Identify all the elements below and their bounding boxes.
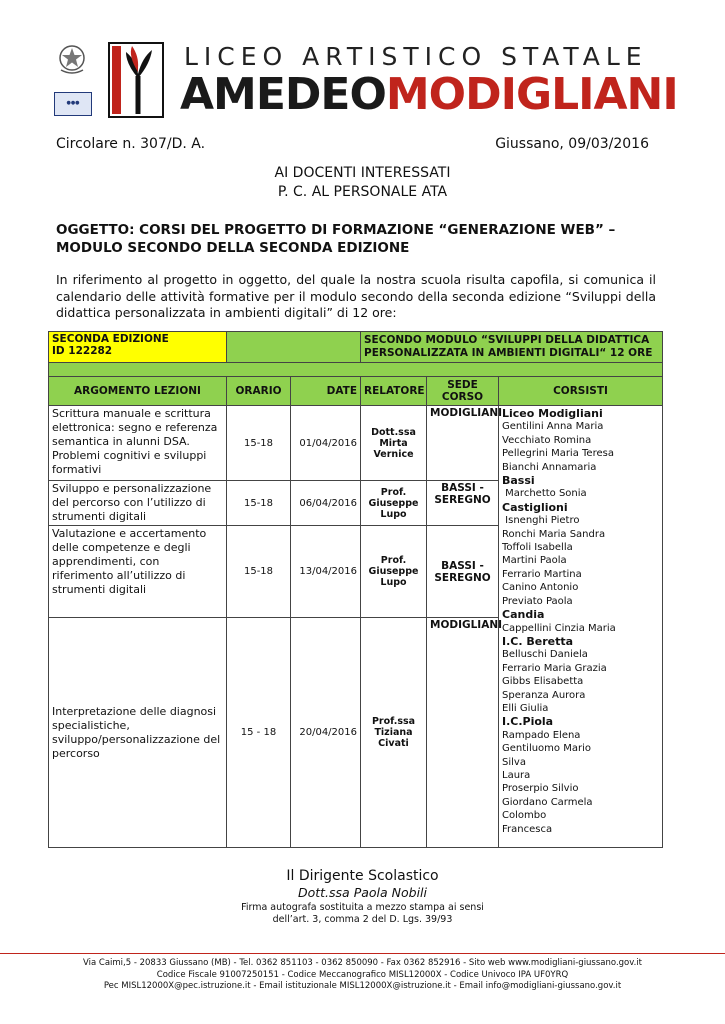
letter-date: Giussano, 09/03/2016: [495, 136, 649, 152]
list-item: Toffoli Isabella: [502, 542, 573, 554]
header-date: DATE: [291, 377, 361, 406]
group-label: Castiglioni: [502, 500, 568, 514]
row-sede: BASSI - SEREGNO: [427, 481, 499, 526]
list-item: Gentiluomo Mario: [502, 743, 591, 755]
recipient-line-2: P. C. AL PERSONALE ATA: [277, 184, 448, 200]
school-name-last: MODIGLIANI: [385, 69, 678, 120]
list-item: Giordano Carmela: [502, 796, 593, 808]
blank-cell: [227, 332, 361, 363]
row-argomento: Sviluppo e personalizzazione del percorso con l’utilizzo di strumenti digitali: [49, 481, 227, 526]
group-label: Candia: [502, 608, 545, 622]
list-item: Silva: [502, 756, 526, 768]
header-orario: ORARIO: [227, 377, 291, 406]
row-date: 01/04/2016: [291, 406, 361, 481]
signature-note: [0, 902, 725, 926]
footer-codes: Codice Fiscale 91007250151 - Codice Meccanografico MISL12000X - Codice Univoco IPA UF0YRQ: [156, 969, 569, 980]
list-item: Vecchiato Romina: [502, 434, 592, 446]
list-item: Ronchi Maria Sandra: [502, 528, 606, 540]
list-item: Speranza Aurora: [502, 689, 586, 701]
row-date: 13/04/2016: [291, 526, 361, 618]
footer-divider: [0, 953, 725, 954]
signature-note-line-2: dell’art. 3, comma 2 del D. Lgs. 39/93: [272, 914, 453, 925]
school-name-first: AMEDEO: [180, 69, 386, 120]
list-item: Martini Paola: [502, 555, 567, 567]
list-item: Canino Antonio: [502, 582, 579, 594]
list-item: Laura: [502, 769, 531, 781]
list-item: Belluschi Daniela: [502, 649, 588, 661]
school-name-heading: [180, 70, 678, 120]
italian-republic-emblem-icon: [57, 42, 87, 76]
list-item: Ferrario Martina: [502, 568, 582, 580]
row-sede: MODIGLIANI: [427, 618, 499, 848]
signatory-role: Il Dirigente Scolastico: [286, 868, 439, 884]
signatory-name: Dott.ssa Paola Nobili: [297, 885, 427, 900]
header-sede: SEDE CORSO: [427, 377, 499, 406]
edition-id: ID 122282: [52, 345, 113, 357]
module-title: SECONDO MODULO “SVILUPPI DELLA DIDATTICA PERSONALIZZATA IN AMBIENTI DIGITALI“ 12 ORE: [361, 332, 663, 363]
list-item: Gibbs Elisabetta: [502, 676, 584, 688]
edition-label: SECONDA EDIZIONE: [52, 333, 169, 345]
course-schedule-table: [48, 331, 663, 848]
circolare-number: Circolare n. 307/D. A.: [56, 136, 206, 152]
row-relatore: Dott.ssa Mirta Vernice: [361, 406, 427, 481]
list-item: Cappellini Cinzia Maria: [502, 622, 616, 634]
row-date: 06/04/2016: [291, 481, 361, 526]
spacer-row: [49, 363, 663, 377]
list-item: Gentilini Anna Maria: [502, 421, 604, 433]
list-item: Ferrario Maria Grazia: [502, 662, 607, 674]
intro-paragraph: In riferimento al progetto in oggetto, del quale la nostra scuola risulta capofila, si comunica il calendario delle attività formative per il modulo secondo della seconda edizione “Sviluppi della didattica personalizzata in ambienti digitali” di 12 ore:: [56, 272, 656, 320]
subject-heading: OGGETTO: CORSI DEL PROGETTO DI FORMAZIONE “GENERAZIONE WEB” – MODULO SECONDO DELLA SECONDA EDIZIONE: [56, 222, 616, 256]
table-row: [49, 406, 663, 481]
list-item: Elli Giulia: [502, 702, 549, 714]
group-label: Bassi: [502, 474, 535, 488]
row-orario: 15-18: [227, 526, 291, 618]
list-item: Bianchi Annamaria: [502, 461, 597, 473]
header-argomento: ARGOMENTO LEZIONI: [49, 377, 227, 406]
list-item: Previato Paola: [502, 595, 573, 607]
list-item: Francesca: [502, 823, 553, 835]
row-orario: 15 - 18: [227, 618, 291, 848]
row-relatore: Prof. Giuseppe Lupo: [361, 481, 427, 526]
list-item: Pellegrini Maria Teresa: [502, 448, 614, 460]
row-argomento: Scrittura manuale e scrittura elettronica: segno e referenza semantica in alunni DSA. Problemi cognitivi e sviluppi formativi: [49, 406, 227, 481]
list-item: Isnenghi Pietro: [502, 515, 580, 527]
header-corsisti: CORSISTI: [499, 377, 663, 406]
footer-emails: Pec MISL12000X@pec.istruzione.it - Email istituzionale MISL12000X@istruzione.it - Email info@modigliani-giussano.gov.it: [103, 981, 622, 991]
row-relatore: Prof.ssa Tiziana Civati: [361, 618, 427, 848]
list-item: Marchetto Sonia: [502, 488, 587, 500]
list-item: Proserpio Silvio: [502, 783, 579, 795]
edition-cell: [49, 332, 227, 363]
row-argomento: Valutazione e accertamento delle competenze e degli apprendimenti, con riferimento all’utilizzo di strumenti digitali: [49, 526, 227, 618]
header-relatore: RELATORE: [361, 377, 427, 406]
footer-address: Via Caimi,5 - 20833 Giussano (MB) - Tel. 0362 851103 - 0362 850090 - Fax 0362 852916 - Sito web www.modigliani-giussano.gov.it: [82, 958, 643, 968]
school-tree-logo-icon: [108, 42, 164, 118]
row-date: 20/04/2016: [291, 618, 361, 848]
list-item: Colombo: [502, 810, 547, 822]
signature-note-line-1: Firma autografa sostituita a mezzo stampa ai sensi: [241, 902, 484, 913]
group-label: Liceo Modigliani: [502, 407, 603, 420]
group-label: I.C.Piola: [502, 715, 554, 729]
row-orario: 15-18: [227, 481, 291, 526]
row-sede: MODIGLIANI: [427, 406, 499, 481]
accreditation-badge-icon: ●●●: [54, 92, 92, 116]
list-item: Rampado Elena: [502, 729, 581, 741]
row-orario: 15-18: [227, 406, 291, 481]
corsisti-list: [499, 406, 663, 848]
footer: [0, 958, 725, 993]
row-argomento: Interpretazione delle diagnosi specialistiche, sviluppo/personalizzazione del percorso: [49, 618, 227, 848]
recipient-line-1: AI DOCENTI INTERESSATI: [274, 165, 451, 181]
group-label: I.C. Beretta: [502, 634, 574, 648]
row-sede: BASSI - SEREGNO: [427, 526, 499, 618]
school-type-heading: LICEO ARTISTICO STATALE: [184, 42, 648, 71]
row-relatore: Prof. Giuseppe Lupo: [361, 526, 427, 618]
